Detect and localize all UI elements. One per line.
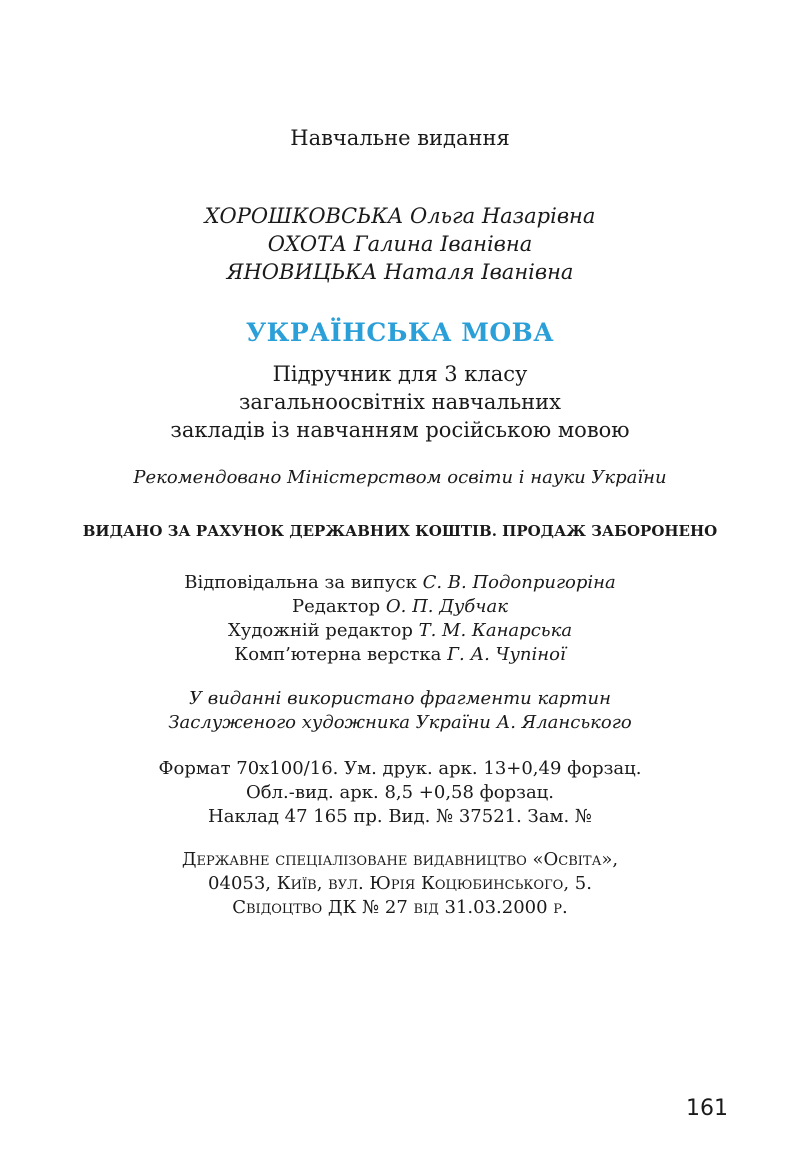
- credit-role: Відповідальна за випуск: [184, 572, 417, 593]
- illustrations-line-2: Заслуженого художника України А. Яланського: [168, 712, 632, 733]
- book-title: УКРАЇНСЬКА МОВА: [245, 318, 555, 347]
- funding-notice: ВИДАНО ЗА РАХУНОК ДЕРЖАВНИХ КОШТІВ. ПРОДАЖ ЗАБОРОНЕНО: [82, 522, 718, 540]
- publisher-line-1: Державне спеціалізоване видавництво «Освіта»,: [181, 849, 619, 870]
- credit-line-2: [0, 598, 800, 616]
- credit-role: Редактор: [292, 596, 381, 617]
- credit-role: Комп’ютерна верстка: [234, 644, 442, 665]
- author-3: ЯНОВИЦЬКА Наталя Іванівна: [226, 260, 574, 284]
- edition-type: Навчальне видання: [290, 126, 510, 150]
- publisher-line-3: Свідоцтво ДК № 27 від 31.03.2000 р.: [232, 897, 568, 918]
- publisher-line-2: 04053, Київ, вул. Юрія Коцюбинського, 5.: [208, 873, 592, 894]
- subtitle-line-3: закладів із навчанням російською мовою: [170, 418, 630, 442]
- page-number: 161: [686, 1096, 728, 1121]
- credit-line-4: [0, 646, 800, 664]
- print-spec-line-3: Наклад 47 165 пр. Вид. № 37521. Зам. №: [208, 806, 592, 827]
- recommendation: Рекомендовано Міністерством освіти і науки України: [133, 467, 667, 488]
- credit-line-1: [0, 574, 800, 592]
- print-spec-line-2: Обл.-вид. арк. 8,5 +0,58 форзац.: [246, 782, 554, 803]
- credit-line-3: [0, 622, 800, 640]
- credit-name: С. В. Подопригоріна: [422, 572, 616, 593]
- credit-name: О. П. Дубчак: [385, 596, 508, 617]
- credit-name: Т. М. Канарська: [418, 620, 573, 641]
- illustrations-line-1: У виданні використано фрагменти картин: [189, 688, 611, 709]
- subtitle-line-2: загальноосвітніх навчальних: [238, 390, 562, 414]
- subtitle-line-1: Підручник для 3 класу: [272, 362, 528, 386]
- author-2: ОХОТА Галина Іванівна: [267, 232, 533, 256]
- print-spec-line-1: Формат 70x100/16. Ум. друк. арк. 13+0,49 форзац.: [158, 758, 642, 779]
- credit-role: Художній редактор: [227, 620, 413, 641]
- credit-name: Г. А. Чупіної: [447, 644, 566, 665]
- author-1: ХОРОШКОВСЬКА Ольга Назарівна: [204, 204, 596, 228]
